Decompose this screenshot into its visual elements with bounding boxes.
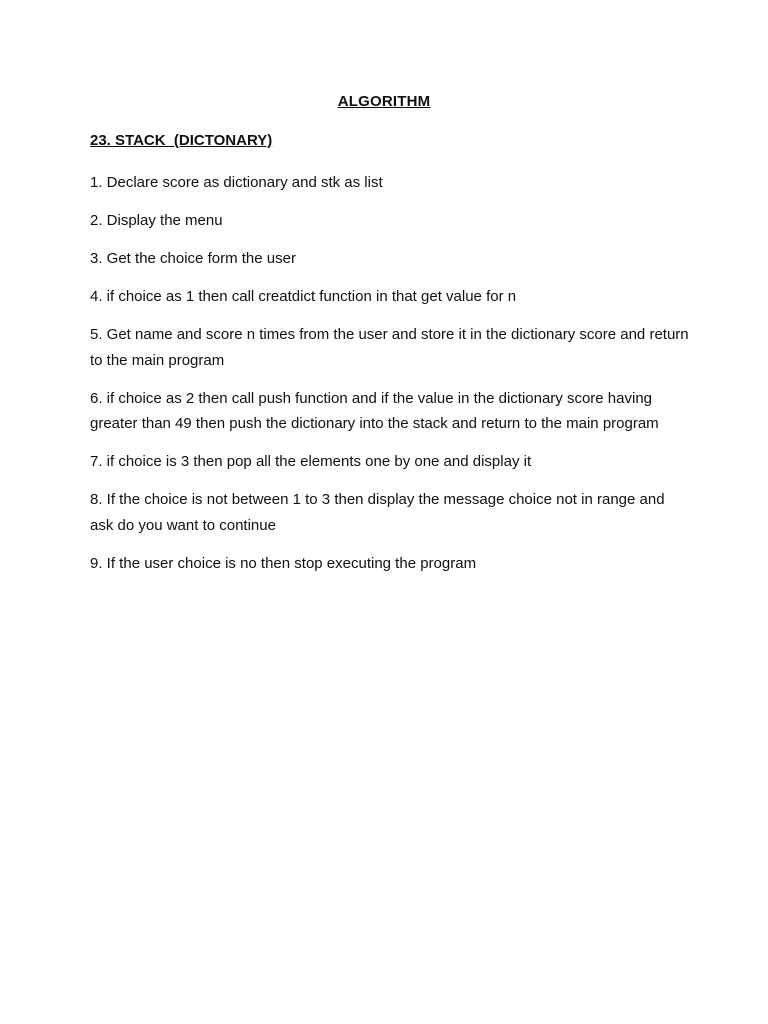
- algorithm-step-6: 6. if choice as 2 then call push function and if the value in the dictionary score having greater than 49 then push the dictionary into the stack and return to the main program: [90, 389, 659, 432]
- algorithm-step-7: 7. if choice is 3 then pop all the elements one by one and display it: [90, 453, 532, 470]
- document-title: ALGORITHM: [337, 93, 431, 110]
- algorithm-step-5: 5. Get name and score n times from the user and store it in the dictionary score and return to the main program: [90, 326, 689, 369]
- algorithm-steps-list: [90, 170, 690, 589]
- algorithm-step-2: 2. Display the menu: [90, 212, 223, 229]
- section-heading: 23. STACK (DICTONARY): [90, 132, 273, 149]
- algorithm-step-4: 4. if choice as 1 then call creatdict function in that get value for n: [90, 288, 517, 305]
- algorithm-step-8: 8. If the choice is not between 1 to 3 then display the message choice not in range and ask do you want to continue: [90, 491, 665, 534]
- algorithm-step-3: 3. Get the choice form the user: [90, 250, 296, 267]
- algorithm-step-9: 9. If the user choice is no then stop executing the program: [90, 554, 477, 572]
- algorithm-step-1: 1. Declare score as dictionary and stk as list: [90, 174, 383, 191]
